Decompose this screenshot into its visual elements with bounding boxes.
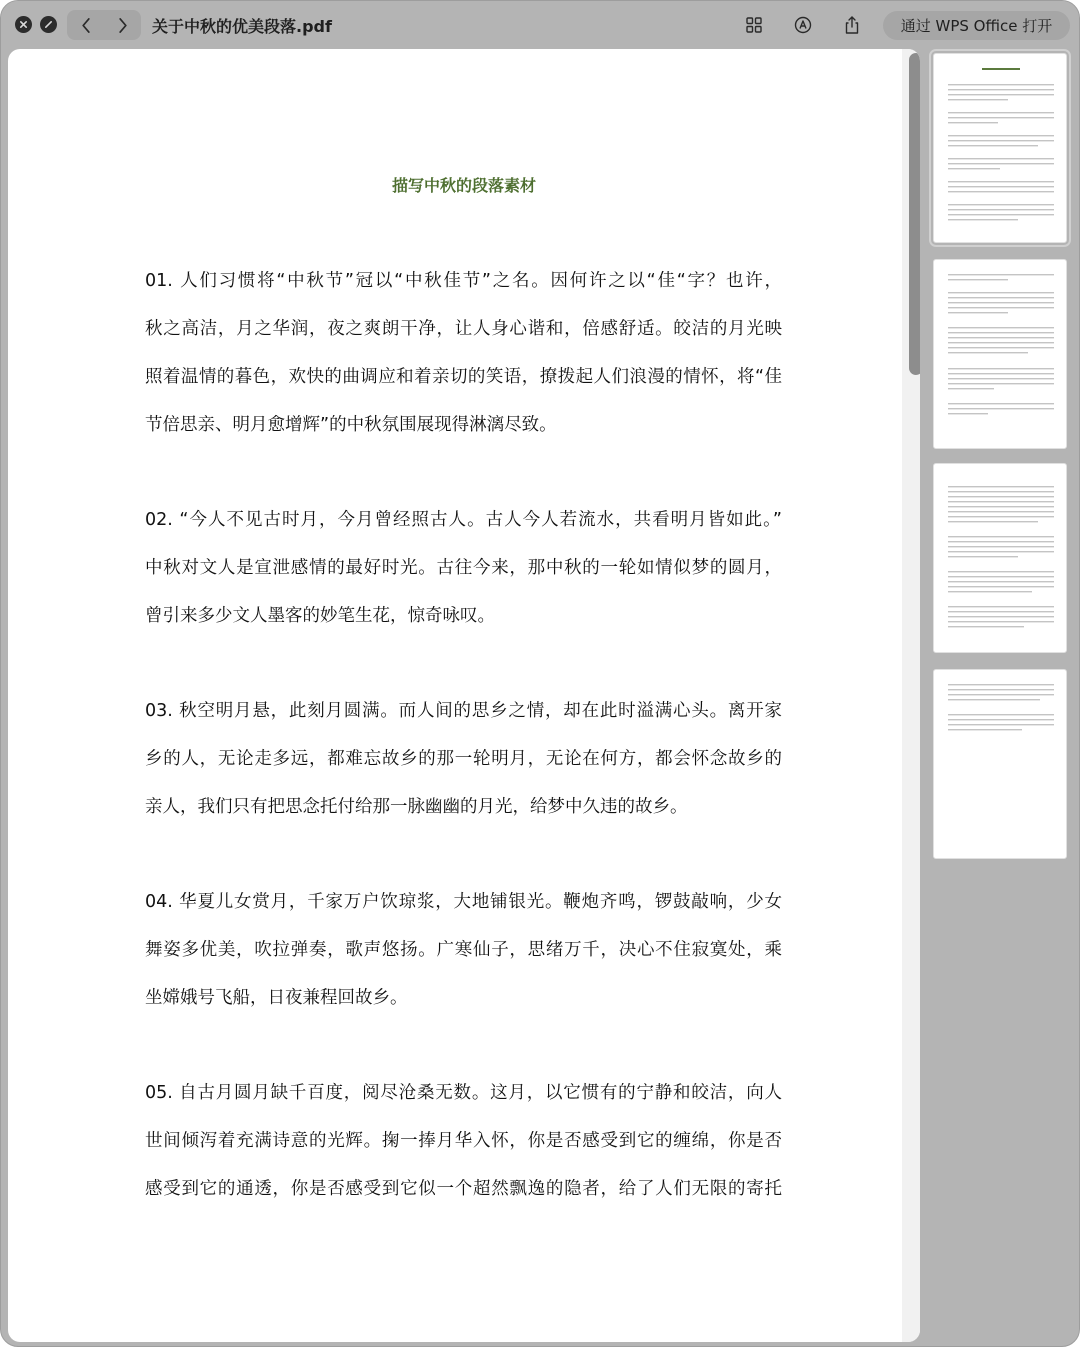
paragraph-line: 坐嫦娥号飞船，日夜兼程回故乡。 [145, 988, 408, 1008]
scrollbar-thumb[interactable] [909, 53, 920, 375]
paragraph-line: 03. 秋空明月悬，此刻月圆满。而人间的思乡之情，却在此时溢满心头。离开家 [145, 701, 782, 721]
paragraph-line: 曾引来多少文人墨客的妙笔生花，惊奇咏叹。 [145, 606, 495, 626]
paragraph-03 [145, 687, 782, 831]
page-thumbnail-2[interactable] [933, 259, 1067, 449]
paragraph-line: 05. 自古月圆月缺千百度，阅尽沧桑无数。这月，以它惯有的宁静和皎洁，向人 [145, 1083, 782, 1103]
paragraph-line: 04. 华夏儿女赏月，千家万户饮琼浆，大地铺银光。鞭炮齐鸣，锣鼓敲响，少女 [145, 892, 782, 912]
paragraph-line: 中秋对文人是宣泄感情的最好时光。古往今来，那中秋的一轮如情似梦的圆月， [145, 558, 782, 578]
paragraph-line: 02. “今人不见古时月，今月曾经照古人。古人今人若流水，共看明月皆如此。” [145, 510, 782, 530]
page-heading: 描写中秋的段落素材 [391, 176, 536, 195]
paragraph-01 [145, 257, 782, 449]
page-thumbnail-1[interactable] [933, 53, 1067, 243]
open-with-wps-button[interactable]: 通过 WPS Office 打开 [883, 11, 1070, 40]
forward-button[interactable] [104, 10, 141, 40]
paragraph-line: 秋之高洁，月之华润，夜之爽朗干净，让人身心谐和，倍感舒适。皎洁的月光映 [145, 319, 782, 339]
paragraph-line: 世间倾泻着充满诗意的光辉。掬一捧月华入怀，你是否感受到它的缠绵，你是否 [145, 1131, 782, 1151]
thumbnail-sidebar [920, 49, 1080, 1347]
document-view[interactable] [8, 49, 920, 1342]
back-button[interactable] [67, 10, 104, 40]
minimize-icon[interactable] [40, 16, 57, 33]
paragraph-line: 节倍思亲、明月愈增辉”的中秋氛围展现得淋漓尽致。 [145, 415, 557, 435]
page-thumbnail-4[interactable] [933, 669, 1067, 859]
page-thumbnail-preview [934, 54, 1067, 243]
paragraph-05 [145, 1069, 782, 1213]
markup-icon[interactable] [792, 14, 814, 36]
paragraph-line: 乡的人，无论走多远，都难忘故乡的那一轮明月，无论在何方，都会怀念故乡的 [145, 749, 782, 769]
page-thumbnail-preview [934, 464, 1067, 653]
thumbnail-grid-icon[interactable] [743, 14, 765, 36]
paragraph-02 [145, 496, 782, 640]
page-thumbnail-preview [934, 670, 1067, 859]
forward-chevron-icon [118, 18, 128, 33]
page-thumbnail-3[interactable] [933, 463, 1067, 653]
close-icon[interactable] [15, 16, 32, 33]
navigation-buttons [67, 10, 141, 40]
title-toolbar [1, 1, 1079, 49]
back-chevron-icon [81, 18, 91, 33]
paragraph-line: 感受到它的通透，你是否感受到它似一个超然飘逸的隐者，给了人们无限的寄托 [145, 1179, 782, 1199]
document-title: 关于中秋的优美段落.pdf [152, 17, 332, 36]
paragraph-line: 01. 人们习惯将“中秋节”冠以“中秋佳节”之名。因何许之以“佳“字？也许， [145, 271, 782, 291]
page-thumbnail-preview [934, 260, 1067, 449]
paragraph-04 [145, 878, 782, 1022]
paragraph-line: 舞姿多优美，吹拉弹奏，歌声悠扬。广寒仙子，思绪万千，决心不住寂寞处，乘 [145, 940, 782, 960]
paragraph-line: 亲人，我们只有把思念托付给那一脉幽幽的月光，给梦中久违的故乡。 [145, 797, 688, 817]
share-icon[interactable] [841, 14, 863, 36]
paragraph-line: 照着温情的暮色，欢快的曲调应和着亲切的笑语，撩拨起人们浪漫的情怀，将“佳 [145, 367, 782, 387]
